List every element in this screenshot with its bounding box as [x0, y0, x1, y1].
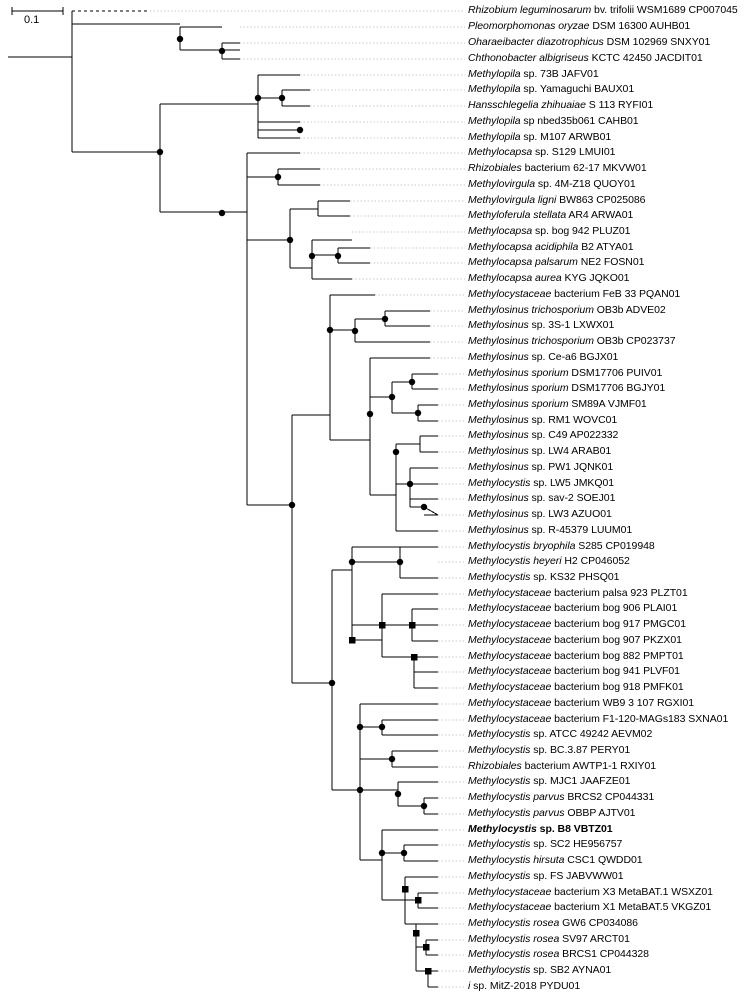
- taxon-genus-species: Methylocystis rosea: [468, 948, 560, 960]
- tip-label: [468, 462, 613, 473]
- taxon-genus-species: Methylocystaceae: [468, 665, 552, 677]
- tip-label: [468, 493, 615, 504]
- taxon-genus-species: Methylocystis bryophila: [468, 540, 576, 552]
- taxon-strain-accession: sp. bog 942 PLUZ01: [532, 225, 631, 237]
- taxon-strain-accession: KYG JQKO01: [561, 272, 630, 284]
- taxon-strain-accession: sp. LW4 ARAB01: [528, 445, 612, 457]
- scale-bar-label: 0.1: [24, 14, 40, 26]
- taxon-genus-species: Methylosinus trichosporium: [468, 335, 594, 347]
- tip-label: [468, 195, 645, 206]
- taxon-strain-accession: KCTC 42450 JACDIT01: [588, 52, 703, 64]
- tip-label: [468, 415, 617, 426]
- taxon-strain-accession: DSM 16300 AUHB01: [589, 20, 691, 32]
- taxon-genus-species: Methyloferula stellata: [468, 209, 567, 221]
- taxon-strain-accession: bv. trifolii WSM1689 CP007045: [591, 4, 738, 16]
- taxon-strain-accession: bacterium bog 941 PLVF01: [551, 665, 680, 677]
- taxon-genus-species: Methylosinus: [468, 414, 529, 426]
- taxon-genus-species: Methylocystis: [468, 870, 531, 882]
- tip-label: [468, 698, 694, 709]
- tip-label: [468, 84, 634, 95]
- taxon-genus-species: Methylocystaceae: [468, 901, 552, 913]
- taxon-strain-accession: bacterium bog 917 PMGC01: [551, 618, 686, 630]
- taxon-genus-species: Methylosinus: [468, 508, 529, 520]
- tip-label: [468, 257, 644, 268]
- taxon-strain-accession: bacterium F1-120-MAGs183 SXNA01: [551, 713, 729, 725]
- taxon-genus-species: Methylosinus: [468, 492, 529, 504]
- taxon-strain-accession: B2 ATYA01: [578, 241, 634, 253]
- taxon-genus-species: Methylocystis: [468, 728, 531, 740]
- tip-label: [468, 572, 619, 583]
- tip-label: [468, 21, 690, 32]
- tip-label: [468, 179, 636, 190]
- taxon-genus-species: Methylocapsa: [468, 225, 533, 237]
- taxon-strain-accession: sp. R-45379 LUUM01: [528, 524, 633, 536]
- taxon-genus-species: Methylocapsa palsarum: [468, 256, 578, 268]
- taxon-strain-accession: sp. SB2 AYNA01: [530, 964, 612, 976]
- tip-label: [468, 714, 728, 725]
- taxon-strain-accession: OB3b ADVE02: [593, 304, 666, 316]
- tip-label: [468, 855, 643, 866]
- taxon-genus-species: Methylosinus sporium: [468, 382, 569, 394]
- taxon-genus-species: Methylocystis hirsuta: [468, 854, 565, 866]
- taxon-strain-accession: bacterium bog 882 PMPT01: [551, 650, 684, 662]
- taxon-strain-accession: bacterium WB9 3 107 RGXI01: [551, 697, 695, 709]
- taxon-genus-species: Methylocystaceae: [468, 681, 552, 693]
- taxon-genus-species: Methylocystaceae: [468, 697, 552, 709]
- tip-label: [468, 352, 618, 363]
- taxon-genus-species: Methylocystis rosea: [468, 933, 560, 945]
- taxon-genus-species: Methylopila: [468, 83, 521, 95]
- tip-label: [468, 824, 613, 835]
- taxon-strain-accession: sp. 4M-Z18 QUOY01: [535, 178, 636, 190]
- taxon-strain-accession: S 113 RYFI01: [585, 99, 654, 111]
- tip-label: [468, 682, 684, 693]
- taxon-genus-species: Pleomorphomonas oryzae: [468, 20, 590, 32]
- taxon-strain-accession: bacterium bog 918 PMFK01: [551, 681, 684, 693]
- tip-label: [468, 242, 634, 253]
- taxon-genus-species: Methylosinus sporium: [468, 398, 569, 410]
- taxon-genus-species: Methylocapsa: [468, 146, 533, 158]
- taxon-genus-species: Methylocystaceae: [468, 886, 552, 898]
- tip-label: [468, 509, 612, 520]
- taxon-strain-accession: BRCS2 CP044331: [564, 791, 655, 803]
- taxon-genus-species: Methylocystaceae: [468, 587, 552, 599]
- taxon-strain-accession: bacterium bog 906 PLAI01: [551, 602, 678, 614]
- taxon-genus-species: Methylocystaceae: [468, 602, 552, 614]
- taxon-genus-species: Methylosinus sporium: [468, 367, 569, 379]
- taxon-strain-accession: bacterium bog 907 PKZX01: [551, 634, 682, 646]
- taxon-strain-accession: SM89A VJMF01: [568, 398, 647, 410]
- tip-label: [468, 635, 682, 646]
- taxon-strain-accession: sp. ATCC 49242 AEVM02: [530, 728, 653, 740]
- taxon-genus-species: Methylosinus: [468, 351, 529, 363]
- taxon-genus-species: Methylocystaceae: [468, 713, 552, 725]
- tip-label: [468, 887, 713, 898]
- taxon-genus-species: Methylosinus: [468, 429, 529, 441]
- taxon-strain-accession: AR4 ARWA01: [566, 209, 634, 221]
- taxon-strain-accession: sp. Ce-a6 BGJX01: [528, 351, 619, 363]
- tip-label: [468, 839, 622, 850]
- taxon-genus-species: i: [468, 980, 471, 992]
- tip-label: [468, 981, 580, 992]
- taxon-strain-accession: sp. BC.3.87 PERY01: [530, 744, 631, 756]
- taxon-strain-accession: bacterium 62-17 MKVW01: [521, 162, 647, 174]
- taxon-genus-species: Methylocystis parvus: [468, 807, 565, 819]
- taxon-genus-species: Methylocystaceae: [468, 288, 552, 300]
- tip-label: [468, 147, 615, 158]
- taxon-strain-accession: sp. S129 LMUI01: [532, 146, 616, 158]
- taxon-genus-species: Methylocystaceae: [468, 634, 552, 646]
- taxon-strain-accession: DSM 102969 SNXY01: [603, 36, 711, 48]
- taxon-strain-accession: bacterium X3 MetaBAT.1 WSXZ01: [551, 886, 713, 898]
- taxon-genus-species: Methylocystis: [468, 744, 531, 756]
- taxon-genus-species: Methylocystaceae: [468, 650, 552, 662]
- tip-label: [468, 289, 680, 300]
- taxon-genus-species: Oharaeibacter diazotrophicus: [468, 36, 604, 48]
- taxon-genus-species: Methylopila: [468, 131, 521, 143]
- taxon-strain-accession: sp. Yamaguchi BAUX01: [520, 83, 635, 95]
- taxon-genus-species: Methylocystaceae: [468, 618, 552, 630]
- tip-label: [468, 949, 649, 960]
- tip-label: [468, 478, 614, 489]
- taxon-genus-species: Methylosinus trichosporium: [468, 304, 594, 316]
- taxon-strain-accession: sp. sav-2 SOEJ01: [528, 492, 616, 504]
- taxon-genus-species: Rhizobiales: [468, 760, 522, 772]
- tip-label: [468, 588, 688, 599]
- taxon-genus-species: Methylocystis: [468, 477, 531, 489]
- taxon-genus-species: Methylocystis: [468, 775, 531, 787]
- tip-label: [468, 336, 676, 347]
- taxon-genus-species: Methylopila: [468, 115, 521, 127]
- tip-label: [468, 651, 684, 662]
- taxon-genus-species: Methylovirgula: [468, 178, 535, 190]
- taxon-strain-accession: sp. MitZ-2018 PYDU01: [470, 980, 581, 992]
- tip-label: [468, 446, 611, 457]
- taxon-strain-accession: bacterium X1 MetaBAT.5 VKGZ01: [551, 901, 712, 913]
- tip-label: [468, 163, 647, 174]
- taxon-genus-species: Rhizobiales: [468, 162, 522, 174]
- taxon-genus-species: Methylocystis parvus: [468, 791, 565, 803]
- taxon-genus-species: Methylosinus: [468, 461, 529, 473]
- taxon-strain-accession: sp. 73B JAFV01: [520, 68, 599, 80]
- tip-label: [468, 69, 599, 80]
- tip-label: [468, 729, 652, 740]
- taxon-genus-species: Rhizobium leguminosarum: [468, 4, 592, 16]
- tip-label: [468, 776, 630, 787]
- tip-label: [468, 210, 633, 221]
- taxon-strain-accession: sp. RM1 WOVC01: [528, 414, 618, 426]
- taxon-strain-accession: OBBP AJTV01: [564, 807, 636, 819]
- taxon-genus-species: Methylocystis: [468, 823, 537, 835]
- taxon-strain-accession: BRCS1 CP044328: [559, 948, 649, 960]
- tip-label: [468, 934, 630, 945]
- taxon-strain-accession: sp. KS32 PHSQ01: [530, 571, 620, 583]
- taxon-strain-accession: CSC1 QWDD01: [564, 854, 643, 866]
- tip-label: [468, 53, 703, 64]
- tip-label: [468, 226, 630, 237]
- taxon-strain-accession: bacterium AWTP1-1 RXIY01: [521, 760, 657, 772]
- taxon-genus-species: Methylosinus: [468, 524, 529, 536]
- taxon-genus-species: Methylocystis: [468, 571, 531, 583]
- tip-label: [468, 100, 653, 111]
- taxon-strain-accession: sp. PW1 JQNK01: [528, 461, 614, 473]
- taxon-strain-accession: sp. LW3 AZUO01: [528, 508, 612, 520]
- taxon-genus-species: Methylovirgula ligni: [468, 194, 557, 206]
- taxon-strain-accession: GW6 CP034086: [559, 917, 638, 929]
- tip-label: [468, 902, 711, 913]
- tip-label: [468, 603, 677, 614]
- taxon-strain-accession: SV97 ARCT01: [559, 933, 630, 945]
- taxon-genus-species: Methylosinus: [468, 445, 529, 457]
- taxon-genus-species: Methylocystis rosea: [468, 917, 560, 929]
- tip-label: [468, 619, 686, 630]
- taxon-strain-accession: OB3b CP023737: [593, 335, 676, 347]
- tip-label: [468, 541, 655, 552]
- tip-label: [468, 871, 624, 882]
- taxon-strain-accession: sp. MJC1 JAAFZE01: [530, 775, 631, 787]
- tip-label: [468, 792, 654, 803]
- tip-label: [468, 399, 647, 410]
- taxon-genus-species: Methylocystis: [468, 838, 531, 850]
- taxon-strain-accession: DSM17706 PUIV01: [568, 367, 663, 379]
- taxon-genus-species: Methylopila: [468, 68, 521, 80]
- taxon-strain-accession: sp. LW5 JMKQ01: [530, 477, 615, 489]
- taxon-strain-accession: S285 CP019948: [575, 540, 655, 552]
- tip-label: [468, 745, 630, 756]
- tip-label: [468, 965, 611, 976]
- tip-label: [468, 430, 618, 441]
- taxon-strain-accession: sp. 3S-1 LXWX01: [528, 319, 615, 331]
- tip-label: [468, 761, 656, 772]
- taxon-strain-accession: sp nbed35b061 CAHB01: [520, 115, 639, 127]
- tip-label: [468, 116, 639, 127]
- tip-label: [468, 273, 629, 284]
- taxon-strain-accession: DSM17706 BGJY01: [568, 382, 666, 394]
- tip-label: [468, 320, 614, 331]
- taxon-strain-accession: sp. C49 AP022332: [528, 429, 619, 441]
- tip-label: [468, 918, 638, 929]
- taxon-strain-accession: H2 CP046052: [561, 555, 630, 567]
- tip-label: [468, 132, 611, 143]
- taxon-strain-accession: sp. M107 ARWB01: [520, 131, 612, 143]
- taxon-strain-accession: sp. SC2 HE956757: [530, 838, 623, 850]
- taxon-strain-accession: bacterium palsa 923 PLZT01: [551, 587, 688, 599]
- taxon-strain-accession: NE2 FOSN01: [577, 256, 645, 268]
- taxon-genus-species: Methylocystis heyeri: [468, 555, 562, 567]
- taxon-genus-species: Methylosinus: [468, 319, 529, 331]
- tip-label: [468, 37, 710, 48]
- taxon-strain-accession: sp. B8 VBTZ01: [536, 823, 613, 835]
- tip-label: [468, 525, 632, 536]
- taxon-strain-accession: sp. FS JABVWW01: [530, 870, 624, 882]
- taxon-strain-accession: BW863 CP025086: [556, 194, 646, 206]
- taxon-genus-species: Hansschlegelia zhihuaiae: [468, 99, 586, 111]
- tip-label: [468, 556, 630, 567]
- taxon-strain-accession: bacterium FeB 33 PQAN01: [551, 288, 681, 300]
- tip-label: [468, 383, 665, 394]
- tip-label: [468, 5, 738, 16]
- taxon-genus-species: Chthonobacter albigriseus: [468, 52, 589, 64]
- taxon-genus-species: Methylocystis: [468, 964, 531, 976]
- tip-label: [468, 808, 635, 819]
- tip-label: [468, 305, 666, 316]
- tip-label: [468, 666, 680, 677]
- tip-label: [468, 368, 662, 379]
- taxon-genus-species: Methylocapsa aurea: [468, 272, 562, 284]
- taxon-genus-species: Methylocapsa acidiphila: [468, 241, 579, 253]
